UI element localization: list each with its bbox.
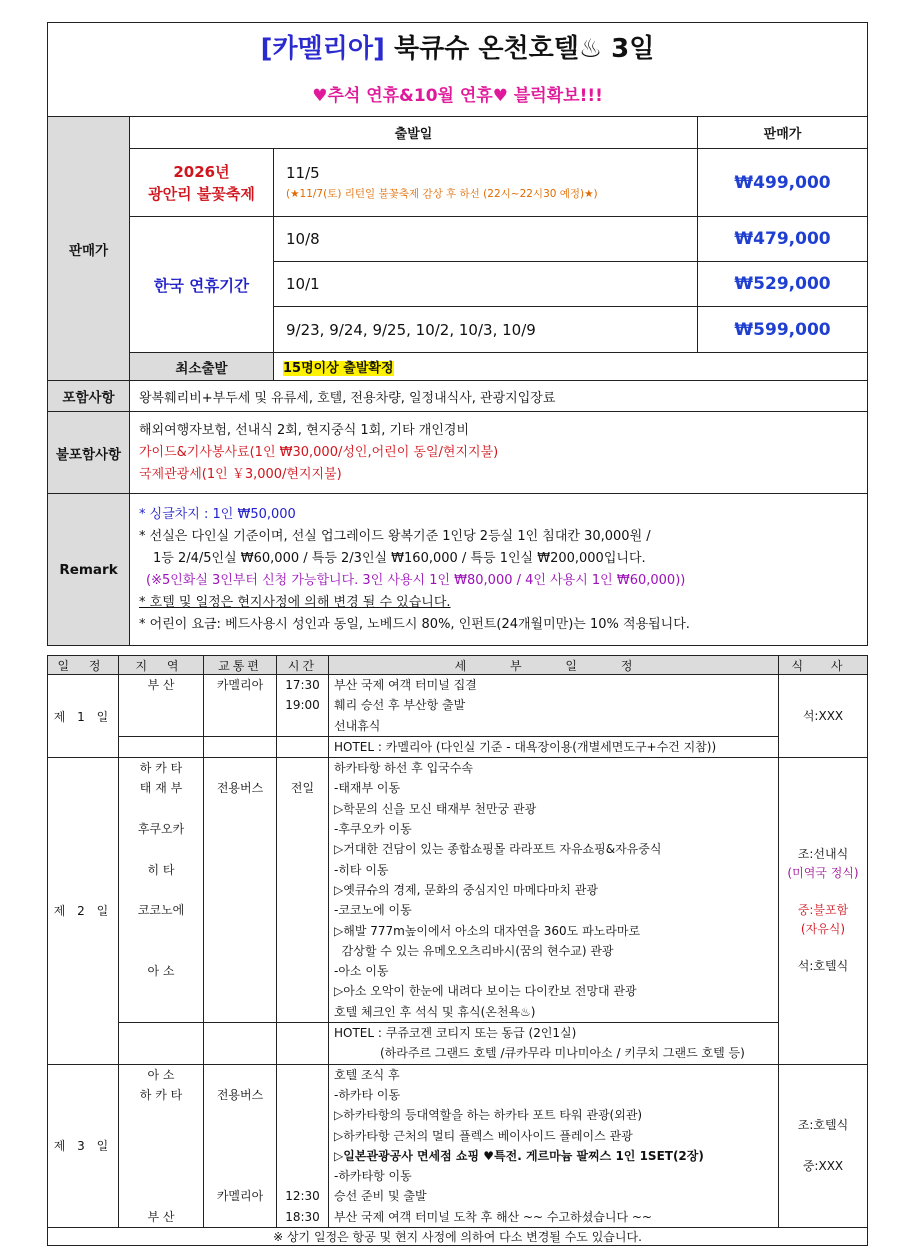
region: [119, 1166, 203, 1186]
schedule-line: 감상할 수 있는 유메오오츠리바시(꿈의 현수교) 관광: [334, 943, 614, 958]
remark-cell: [130, 494, 868, 646]
region: 히 타: [147, 862, 175, 877]
time: 전일: [290, 781, 315, 796]
time: 17:30: [285, 678, 320, 692]
meal: 중:불포함: [797, 903, 849, 918]
day2-transport: [204, 758, 277, 1023]
schedule-line: ▷일본관광공사 면세점 쇼핑 ♥특전. 게르마늄 팔찌스 1인 1SET(2장): [334, 1148, 704, 1163]
header-meal: 식 사: [779, 656, 868, 675]
page-title: [48, 23, 868, 71]
schedule-line: ▷해발 777m높이에서 아소의 대자연을 360도 파노라마로: [334, 923, 641, 938]
time: 12:30: [285, 1189, 320, 1204]
schedule-line: -아소 이동: [334, 964, 389, 979]
header-time: 시간: [277, 656, 329, 675]
remark-line: (※5인화실 3인부터 신청 가능합니다. 3인 사용시 1인 ₩80,000 / 4인 사용시 1인 ₩60,000)): [146, 572, 686, 588]
remark-label: Remark: [48, 494, 130, 646]
remark-line: * 싱글차지 : 1인 ₩50,000: [139, 506, 296, 522]
min-departure-label: 최소출발: [130, 353, 274, 381]
region: 태 재 부: [139, 781, 183, 796]
col-departure-header: 출발일: [130, 117, 698, 149]
region: 부 산: [147, 1209, 175, 1224]
day2-times: [277, 758, 329, 1023]
remark-line: 1등 2/4/5인실 ₩60,000 / 특등 2/3인실 ₩160,000 / 특등 1인실 ₩200,000입니다.: [153, 550, 646, 566]
region: 코코노에: [137, 903, 185, 918]
transport: [204, 1146, 276, 1166]
region: 아 소: [147, 1067, 175, 1082]
transport: [204, 1126, 276, 1146]
region: [119, 1126, 203, 1146]
transport: [204, 1105, 276, 1125]
header-transport: 교통편: [204, 656, 277, 675]
group2-name: 한국 연휴기간: [130, 217, 274, 353]
region: 하 카 타: [139, 761, 183, 776]
page-subtitle: ♥추석 연휴&10월 연휴♥ 블럭확보!!!: [48, 71, 868, 117]
transport: [204, 758, 276, 778]
group1-name: [130, 149, 274, 217]
schedule-line: 호텔 조식 후: [334, 1067, 400, 1082]
meal: 조:선내식: [797, 847, 849, 862]
min-departure-cell: [274, 353, 868, 381]
group1-date: 11/5: [286, 164, 320, 182]
time: 19:00: [285, 698, 320, 713]
time: [277, 1166, 328, 1186]
group1-price: ₩499,000: [698, 149, 868, 217]
meal: 중:XXX: [802, 1158, 844, 1173]
day1-regions: [119, 675, 204, 737]
transport: 카멜리아: [216, 1189, 264, 1204]
schedule-line: ▷학문의 신을 모신 태재부 천만궁 관광: [334, 801, 537, 816]
group2-price: ₩529,000: [698, 262, 868, 307]
time: [277, 1126, 328, 1146]
group2-price: ₩599,000: [698, 307, 868, 353]
price-table: [47, 22, 868, 646]
min-departure-value: 15명이상 출발확정: [283, 361, 394, 376]
meal: 석:XXX: [802, 708, 844, 723]
schedule-line: 하카타항 하선 후 입국수속: [334, 761, 473, 776]
region: [119, 1105, 203, 1125]
group1-date-cell: [274, 149, 698, 217]
day1-schedule: [329, 675, 779, 737]
transport: 전용버스: [216, 781, 264, 796]
time: [277, 1146, 328, 1166]
group2-date: 10/1: [274, 262, 698, 307]
hotel-line: (하라주르 그랜드 호텔 /큐카무라 미나미아소 / 키쿠치 그랜드 호텔 등): [380, 1046, 745, 1061]
day1-label: 제 1 일: [48, 675, 119, 758]
schedule-line: 호텔 체크인 후 석식 및 휴식(온천욕♨): [334, 1004, 536, 1019]
meal-note: (미역국 정식): [787, 866, 859, 881]
remark-line: * 어린이 요금: 베드사용시 성인과 동일, 노베드시 80%, 인펀트(24개월미만)는 10% 적용됩니다.: [139, 616, 690, 632]
region: 아 소: [147, 964, 175, 979]
time: [277, 1065, 328, 1085]
day1-transport: [204, 675, 277, 737]
day3-meals: [779, 1064, 868, 1227]
time: [277, 1105, 328, 1125]
col-price-header: 판매가: [698, 117, 868, 149]
day2-schedule: [329, 758, 779, 1023]
schedule-line: -후쿠오카 이동: [334, 822, 412, 837]
pricing-label: 판매가: [48, 117, 130, 381]
day2-hotel: [329, 1023, 779, 1065]
region: [119, 799, 203, 819]
hotel-line: HOTEL : 카멜리아 (다인실 기준 - 대욕장이용(개별세면도구+수건 지참)): [334, 739, 717, 754]
schedule-line: 훼리 승선 후 부산항 출발: [334, 698, 466, 713]
region: 하 카 타: [139, 1087, 183, 1102]
excluded-line: 해외여행자보험, 선내식 2회, 현지중식 1회, 기타 개인경비: [139, 422, 470, 438]
schedule-line: ▷하카타항 근처의 멀티 플렉스 베이사이드 플레이스 관광: [334, 1128, 633, 1143]
transport: [204, 1065, 276, 1085]
title-bracket: [카멜리아]: [260, 34, 385, 65]
group2-date: 9/23, 9/24, 9/25, 10/2, 10/3, 10/9: [274, 307, 698, 353]
group1-note: (★11/7(토) 리턴일 불꽃축제 감상 후 하선 (22시~22시30 예정)★): [286, 188, 598, 200]
day3-schedule: [329, 1064, 779, 1227]
transport: 전용버스: [216, 1087, 264, 1102]
meal: 석:호텔식: [797, 959, 849, 974]
included-label: 포함사항: [48, 381, 130, 412]
meal-note: (자유식): [800, 922, 846, 937]
day2-meals: [779, 758, 868, 1064]
transport: [204, 1207, 276, 1227]
excluded-cell: [130, 412, 868, 494]
day2-regions: [119, 758, 204, 1023]
day1-times: [277, 675, 329, 737]
time: [277, 758, 328, 778]
itinerary-table: [47, 655, 868, 1246]
day1-meals: [779, 675, 868, 758]
schedule-line: 선내휴식: [334, 718, 381, 733]
schedule-line: ▷거대한 건담이 있는 종합쇼핑몰 라라포트 자유쇼핑&자유중식: [334, 842, 662, 857]
time: [277, 1085, 328, 1105]
excluded-line: 국제관광세(1인 ￥3,000/현지지불): [139, 466, 342, 482]
itinerary-footer-note: ※ 상기 일정은 항공 및 현지 사정에 의하여 다소 변경될 수도 있습니다.: [48, 1228, 868, 1246]
group1-name-line2: 광안리 불꽃축제: [148, 184, 255, 203]
header-day: 일 정: [48, 656, 119, 675]
hotel-line: HOTEL : 쿠쥬코겐 코티지 또는 동급 (2인1실): [334, 1026, 577, 1041]
region: [119, 1146, 203, 1166]
header-region: 지 역: [119, 656, 204, 675]
schedule-line: ▷옛큐슈의 경제, 문화의 중심지인 마메다마치 관광: [334, 882, 598, 897]
schedule-line: -태재부 이동: [334, 781, 401, 796]
schedule-line: ▷아소 오악이 한눈에 내려다 보이는 다이칸보 전망대 관광: [334, 984, 637, 999]
title-main: 북큐슈 온천호텔♨ 3일: [393, 34, 655, 65]
time: 18:30: [285, 1209, 320, 1224]
group1-name-line1: 2026년: [173, 162, 230, 181]
schedule-line: 부산 국제 여객 터미널 도착 후 해산 ~~ 수고하셨습니다 ~~: [334, 1209, 652, 1224]
excluded-line: 가이드&기사봉사료(1인 ₩30,000/성인,어린이 동일/현지지불): [139, 444, 499, 460]
schedule-line: -코코노에 이동: [334, 903, 412, 918]
schedule-line: 승선 준비 및 출발: [334, 1189, 427, 1204]
group2-date: 10/8: [274, 217, 698, 262]
schedule-line: ▷하카타항의 등대역할을 하는 하카타 포트 타워 관광(외관): [334, 1108, 643, 1123]
schedule-line: 부산 국제 여객 터미널 집결: [334, 678, 477, 692]
region: [119, 1186, 203, 1206]
day3-regions: [119, 1064, 204, 1227]
included-value: 왕복훼리비+부두세 및 유류세, 호텔, 전용차량, 일정내식사, 관광지입장료: [130, 381, 868, 412]
day3-transport: [204, 1064, 277, 1227]
schedule-line: -하카타항 이동: [334, 1169, 412, 1184]
region: 후쿠오카: [137, 822, 185, 837]
remark-line: * 선실은 다인실 기준이며, 선실 업그레이드 왕복기준 1인당 2등실 1인 침대칸 30,000원 /: [139, 528, 651, 544]
region: 부 산: [147, 678, 175, 692]
remark-line: * 호텔 및 일정은 현지사정에 의해 변경 될 수 있습니다.: [139, 594, 451, 610]
region: [119, 921, 203, 941]
day3-label: 제 3 일: [48, 1064, 119, 1227]
schedule-line: -히타 이동: [334, 862, 389, 877]
day1-hotel: [329, 736, 779, 757]
schedule-line: -하카타 이동: [334, 1087, 401, 1102]
header-schedule: 세 부 일 정: [329, 656, 779, 675]
transport: 카멜리아: [216, 678, 264, 692]
day2-label: 제 2 일: [48, 758, 119, 1064]
day3-times: [277, 1064, 329, 1227]
region: [119, 941, 203, 961]
region: [119, 880, 203, 900]
region: [119, 839, 203, 859]
itinerary-header-row: [48, 656, 868, 675]
excluded-label: 불포함사항: [48, 412, 130, 494]
group2-price: ₩479,000: [698, 217, 868, 262]
transport: [204, 1166, 276, 1186]
meal: 조:호텔식: [797, 1117, 849, 1132]
